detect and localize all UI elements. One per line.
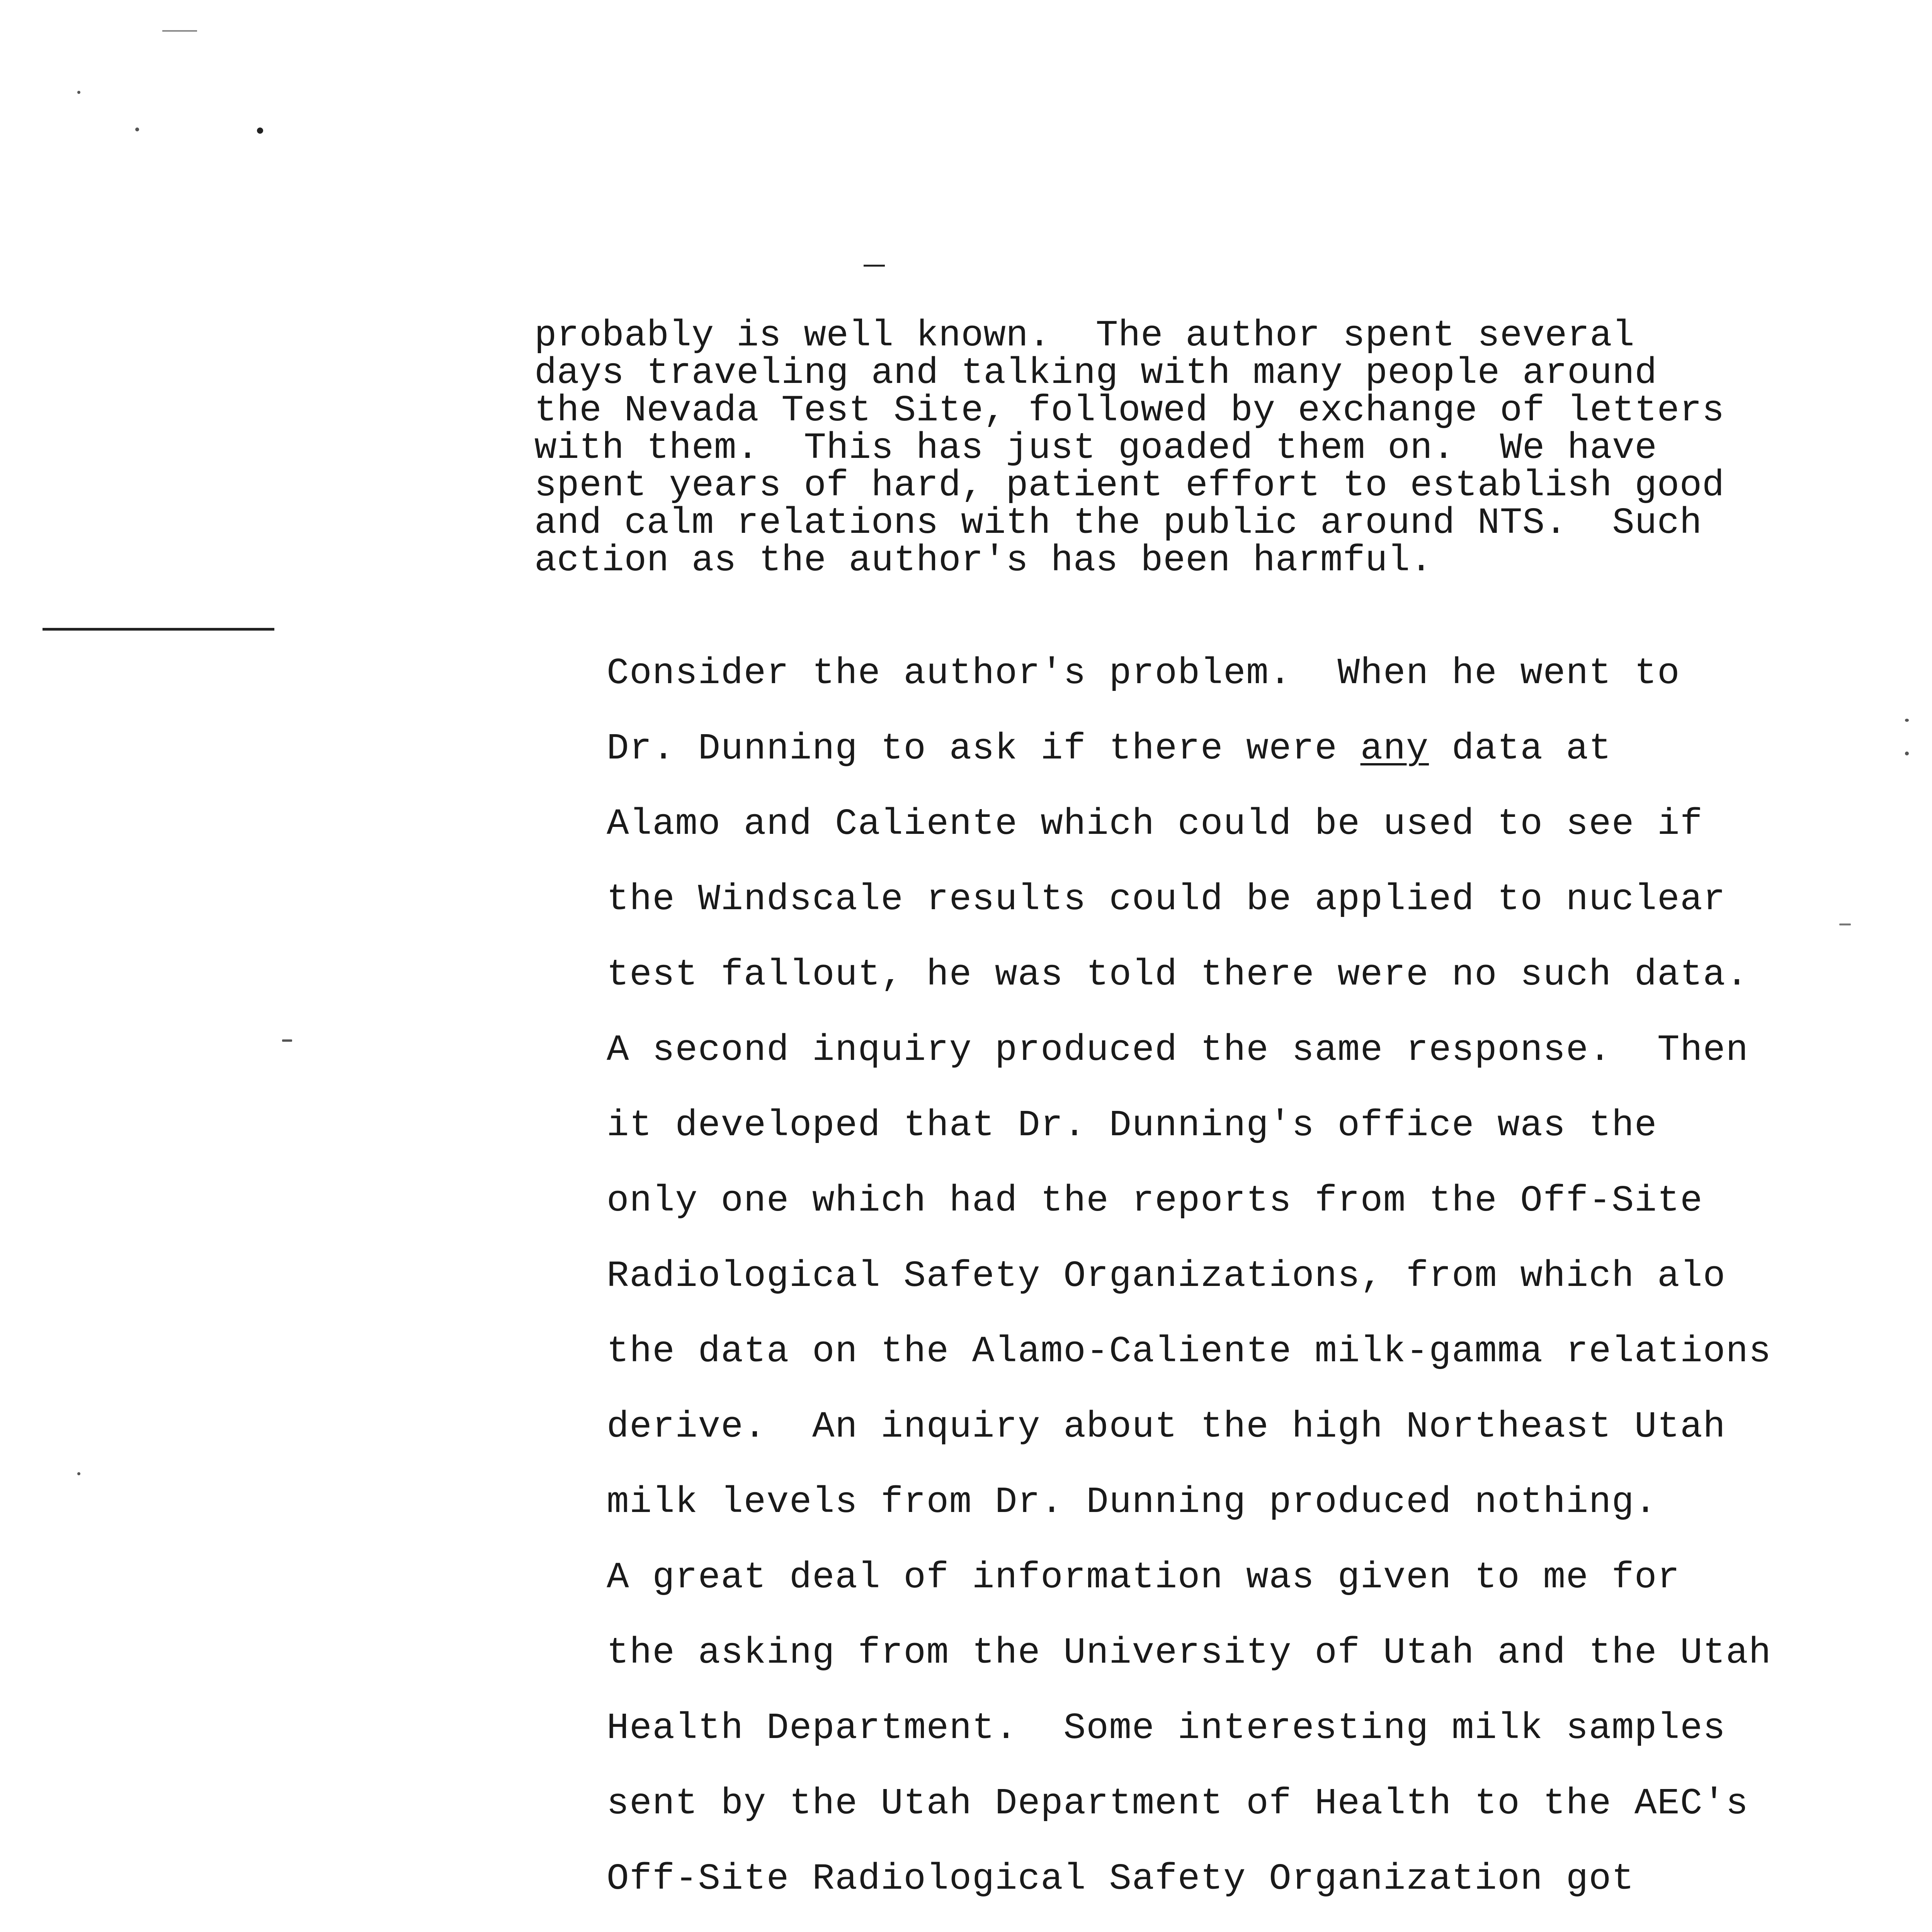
body-line (607, 730, 1612, 768)
body-line: Consider the author's problem. When he went to (607, 652, 1680, 694)
top-paragraph-line: days traveling and talking with many people around (534, 352, 1657, 394)
body-line: A great deal of information was given to me for (607, 1556, 1680, 1599)
ink-speck (1905, 752, 1909, 755)
underlined-word: any (1360, 728, 1429, 770)
body-line: test fallout, he was told there were no such data. (607, 954, 1749, 996)
ink-speck (77, 91, 80, 94)
body-line: it developed that Dr. Dunning's office was the (607, 1104, 1658, 1146)
body-line: only one which had the reports from the Off-Site (607, 1180, 1703, 1222)
body-line: the data on the Alamo-Caliente milk-gamma relations (607, 1330, 1772, 1372)
body-line-text: data at (1429, 728, 1612, 770)
ink-speck (282, 1039, 292, 1042)
ink-speck (135, 128, 139, 131)
top-paragraph-line: with them. This has just goaded them on. We have (534, 427, 1657, 469)
body-line: sent by the Utah Department of Health to the AEC's (607, 1782, 1749, 1825)
body-line: the asking from the University of Utah and the Utah (607, 1632, 1772, 1674)
top-left-mark (162, 30, 197, 32)
ink-speck (77, 1472, 80, 1475)
body-line: Health Department. Some interesting milk samples (607, 1707, 1726, 1749)
body-line: the Windscale results could be applied to nuclear (607, 878, 1726, 920)
body-line: milk levels from Dr. Dunning produced nothing. (607, 1481, 1658, 1523)
body-line: derive. An inquiry about the high Northeast Utah (607, 1406, 1726, 1448)
ink-speck (257, 128, 263, 134)
top-paragraph-line: probably is well known. The author spent several (534, 315, 1635, 357)
body-line-text: Dr. Dunning to ask if there were (607, 728, 1361, 770)
top-dash-mark (864, 265, 885, 267)
margin-rule-left (43, 628, 274, 631)
top-paragraph-line: the Nevada Test Site, followed by exchange of letters (534, 389, 1725, 432)
top-paragraph-line: action as the author's has been harmful. (534, 539, 1433, 582)
body-line: A second inquiry produced the same response. Then (607, 1029, 1749, 1071)
top-paragraph-line: and calm relations with the public around NTS. Such (534, 502, 1702, 544)
body-line: Off-Site Radiological Safety Organization got (607, 1858, 1634, 1900)
body-line: Alamo and Caliente which could be used to see if (607, 803, 1703, 845)
ink-speck (1839, 923, 1851, 925)
ink-speck (1905, 719, 1909, 722)
top-paragraph-line: spent years of hard, patient effort to establish good (534, 464, 1725, 507)
body-line: Radiological Safety Organizations, from which alo (607, 1255, 1726, 1297)
